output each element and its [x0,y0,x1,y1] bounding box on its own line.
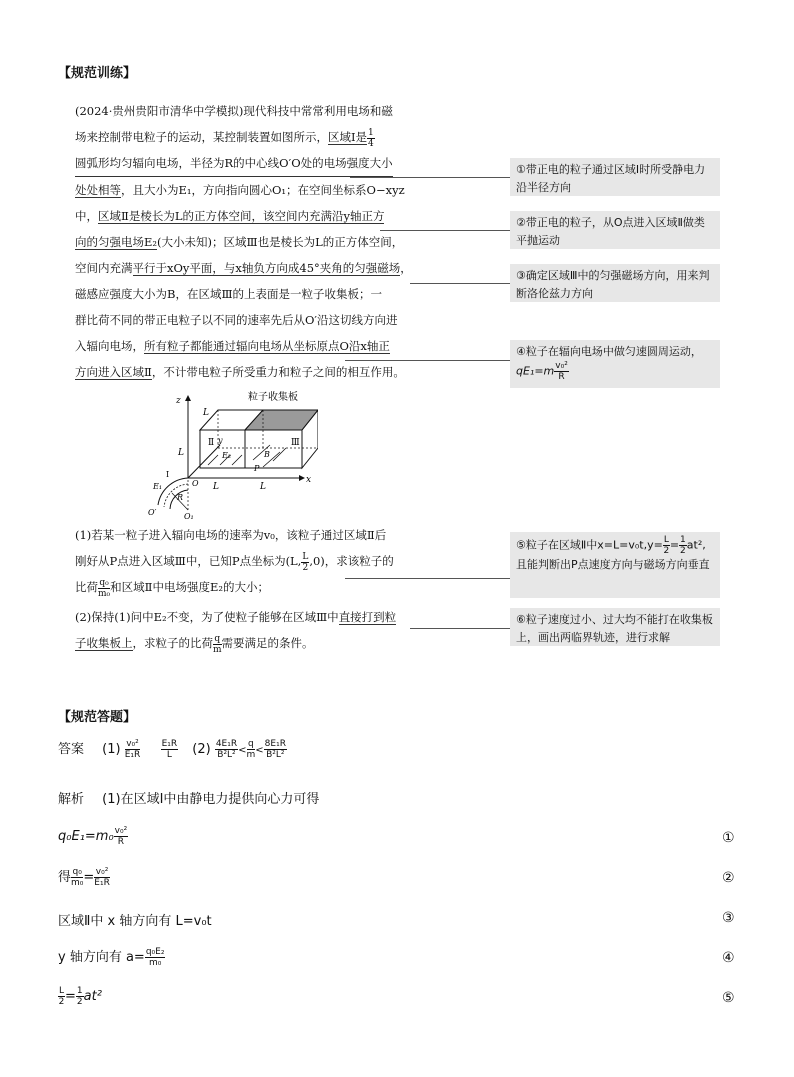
section-title-training: 【规范训练】 [58,66,137,81]
text: 场来控制带电粒子的运动，某控制装置如图所示， [75,130,328,144]
problem-line [75,359,415,385]
problem-line [75,177,415,203]
denominator: 2 [680,546,686,556]
numerator: L [59,986,65,996]
question-line [75,604,435,630]
formula-text: qE₁=m [516,364,555,378]
equation-number: ② [722,870,735,886]
fraction [114,826,129,847]
note-5 [510,532,720,598]
section-title-answer: 【规范答题】 [58,710,137,725]
question-line [75,630,435,656]
fraction [247,739,256,760]
text: ，求粒子的比荷 [132,636,213,650]
equation-number: ④ [722,950,735,966]
denominator: E₁R [94,878,110,888]
edge-label-L: L [213,482,219,492]
denominator: B²L² [217,750,236,760]
analysis-text: (1)在区域Ⅰ中由静电力提供向心力可得 [102,792,320,807]
denominator: R [558,372,565,382]
question-line: (1)若某一粒子进入辐向电场的速率为v₀，该粒子通过区域Ⅱ后 [75,528,387,542]
edge-label-L: L [203,408,209,418]
text: 比荷 [75,580,98,594]
p-label: P [254,464,260,473]
numerator: 8E₁R [264,739,286,749]
x-label: x [306,475,312,485]
denominator: m₀ [148,958,162,968]
problem-line [75,333,415,359]
arc-outer [158,478,188,505]
fraction [58,986,65,1007]
denominator: E₁R [124,750,141,760]
fraction [215,739,238,760]
answer-part: (2) [192,742,211,757]
formula-text: at², [686,538,706,552]
numerator: v₀² [126,739,139,749]
fraction [264,739,287,760]
text: ， [400,261,412,275]
leader-line [345,360,510,361]
analysis-line [58,788,319,807]
o1-label: O₁ [184,512,194,520]
equation-text: = [65,989,76,1004]
text: ,0)，求该粒子的 [309,554,394,568]
fraction [679,535,687,556]
edge-label-L: L [260,482,266,492]
answer-line [58,738,287,760]
e2-field-arrow [232,455,242,465]
denominator: m₀ [98,588,111,599]
note-formula [516,535,714,556]
x-axis-arrow [299,475,305,481]
note-2: ②带正电的粒子，从O点进入区域Ⅱ做类平抛运动 [510,211,720,249]
text: 入辐向电场， [75,339,144,353]
note-text: ④粒子在辐向电场中做匀速圆周运动， [516,345,702,358]
fraction [76,986,84,1007]
answer-part: (1) [102,742,121,757]
denominator: R [117,837,125,847]
region3-label: Ⅲ [291,438,300,448]
leader-line [410,283,510,284]
denominator: m [246,750,256,760]
underlined-text: 所有粒子都能通过辐向电场从坐标原点O沿x轴正 [144,339,390,353]
less-than: < [238,745,247,756]
collector-label: 粒子收集板 [248,392,298,403]
problem-line: (2024·贵州贵阳市清华中学模拟)现代科技中常常利用电场和磁 [75,104,393,118]
denominator: m₀ [71,878,84,888]
note-4 [510,340,720,388]
denominator: m [213,644,222,655]
b-field-arrow [273,448,286,461]
numerator: 1 [680,535,686,545]
fraction [213,634,222,655]
origin-label: O [192,479,199,488]
formula-text: = [669,538,680,552]
fraction [663,535,670,556]
problem-line [75,124,415,150]
denominator: L [166,750,172,760]
text: ，不计带电粒子所受重力和粒子之间的相互作用。 [151,365,405,379]
numerator: L [302,551,309,562]
apparatus-figure [148,385,318,520]
denominator: 2 [58,997,65,1007]
formula-text: ⑤粒子在区域Ⅱ中x=L=v₀t,y= [516,538,663,552]
e2-label: E₂ [222,451,232,460]
underlined-text: 向的匀强电场E₂ [75,235,158,249]
denominator: 2 [663,546,670,556]
denominator: B²L² [266,750,285,760]
fraction [554,361,569,382]
equation-number: ① [722,830,735,846]
collector-plate [245,410,318,430]
fraction [145,947,166,968]
equation-3: 区域Ⅱ中 x 轴方向有 L=v₀t [58,914,212,929]
question-line [75,548,435,574]
analysis-label: 解析 [58,792,85,807]
numerator: L [663,535,669,545]
region2-label: Ⅱ [208,438,215,448]
equation-text: q₀E₁=m₀ [58,829,114,844]
y-label: y [218,436,223,445]
text: 刚好从P点进入区域Ⅲ中，已知P点坐标为(L, [75,554,302,568]
numerator: q [214,633,221,644]
numerator: q₀ [72,867,82,877]
problem-line [75,229,415,255]
answer-label: 答案 [58,742,85,757]
underlined-text: 直接打到粒 [338,610,397,624]
fraction [125,739,141,760]
numerator: 1 [76,986,83,996]
equation-number: ③ [722,910,735,926]
equation-5 [58,986,102,1007]
e1-label: E₁ [153,482,163,491]
text: (大小未知)；区域Ⅲ也是棱长为L的正方体空间， [157,235,404,249]
equation-text: at² [83,989,102,1004]
question-1 [75,522,435,600]
note-formula [516,361,714,382]
denominator: 4 [368,138,374,149]
note-1: ①带正电的粒子通过区域Ⅰ时所受静电力沿半径方向 [510,158,720,196]
numerator: q [248,739,254,749]
equation-2 [58,866,110,888]
problem-line: 磁感应强度大小为B，在区域Ⅲ的上表面是一粒子收集板；一 [75,287,383,301]
note-3: ③确定区域Ⅲ中的匀强磁场方向，用来判断洛伦兹力方向 [510,264,720,302]
equation-text: 得 [58,870,72,885]
problem-line: 群比荷不同的带正电粒子以不同的速率先后从O′沿这切线方向进 [75,313,398,327]
text: 中， [75,209,98,223]
oprime-label: O′ [148,508,157,517]
numerator: 4E₁R [215,739,238,749]
underlined-text: 子收集板上 [75,636,133,650]
note-6: ⑥粒子速度过小、过大均不能打在收集板上，画出两临界轨迹，进行求解 [510,608,720,646]
r-label: R [177,493,184,502]
fraction [98,578,110,599]
numerator: v₀² [555,361,568,371]
equation-4 [58,946,165,968]
region1-label: Ⅰ [166,470,170,479]
text: 需要满足的条件。 [221,636,314,650]
equation-text: y 轴方向有 a= [58,950,145,965]
region3-front [245,430,302,468]
text: 空间内充满 [75,261,133,275]
text: ，且大小为E₁，方向指向圆心O₁；在空间坐标系O−xyz [121,183,405,197]
leader-line [350,177,510,178]
underlined-text: 平行于xOy平面，与x轴负方向成45°夹角的匀强磁场 [132,261,401,275]
problem-line [75,255,415,281]
numerator: q₀E₂ [145,947,165,957]
text: 和区域Ⅱ中电场强度E₂的大小； [110,580,269,594]
denominator: 2 [302,562,309,573]
question-2 [75,604,435,656]
leader-line [380,230,510,231]
problem-line: 圆弧形均匀辐向电场，半径为R的中心线O′O处的电场强度大小 [75,150,393,177]
denominator: 2 [76,997,83,1007]
b-label: B [264,450,270,459]
underlined-text: 处处相等 [75,183,121,197]
numerator: v₀² [95,867,109,877]
problem-text [75,98,415,385]
fraction [71,867,83,888]
fraction [94,867,110,888]
edge-label-L: L [178,448,184,458]
fraction [161,739,179,760]
underlined-text: 区域Ⅰ是 [328,130,368,144]
question-line [75,574,435,600]
numerator: 1 [368,127,374,138]
equation-text: = [83,870,95,885]
underlined-text: 方向进入区域Ⅱ [75,365,152,379]
underlined-text: 区域Ⅱ是棱长为L的正方体空间，该空间内充满沿y轴正方 [98,209,385,223]
less-than: < [255,745,264,756]
equation-1 [58,826,128,847]
numerator: v₀² [114,826,128,836]
problem-line [75,203,415,229]
text: (2)保持(1)问中E₂不变，为了使粒子能够在区域Ⅲ中 [75,610,339,624]
fraction [367,128,375,149]
z-axis-arrow [185,395,191,401]
z-label: z [176,396,181,406]
note-text: 且能判断出P点速度方向与磁场方向垂直 [516,558,710,571]
equation-number: ⑤ [722,990,735,1006]
numerator: q₀ [99,577,109,588]
y-axis [188,445,220,478]
numerator: E₁R [161,739,178,749]
